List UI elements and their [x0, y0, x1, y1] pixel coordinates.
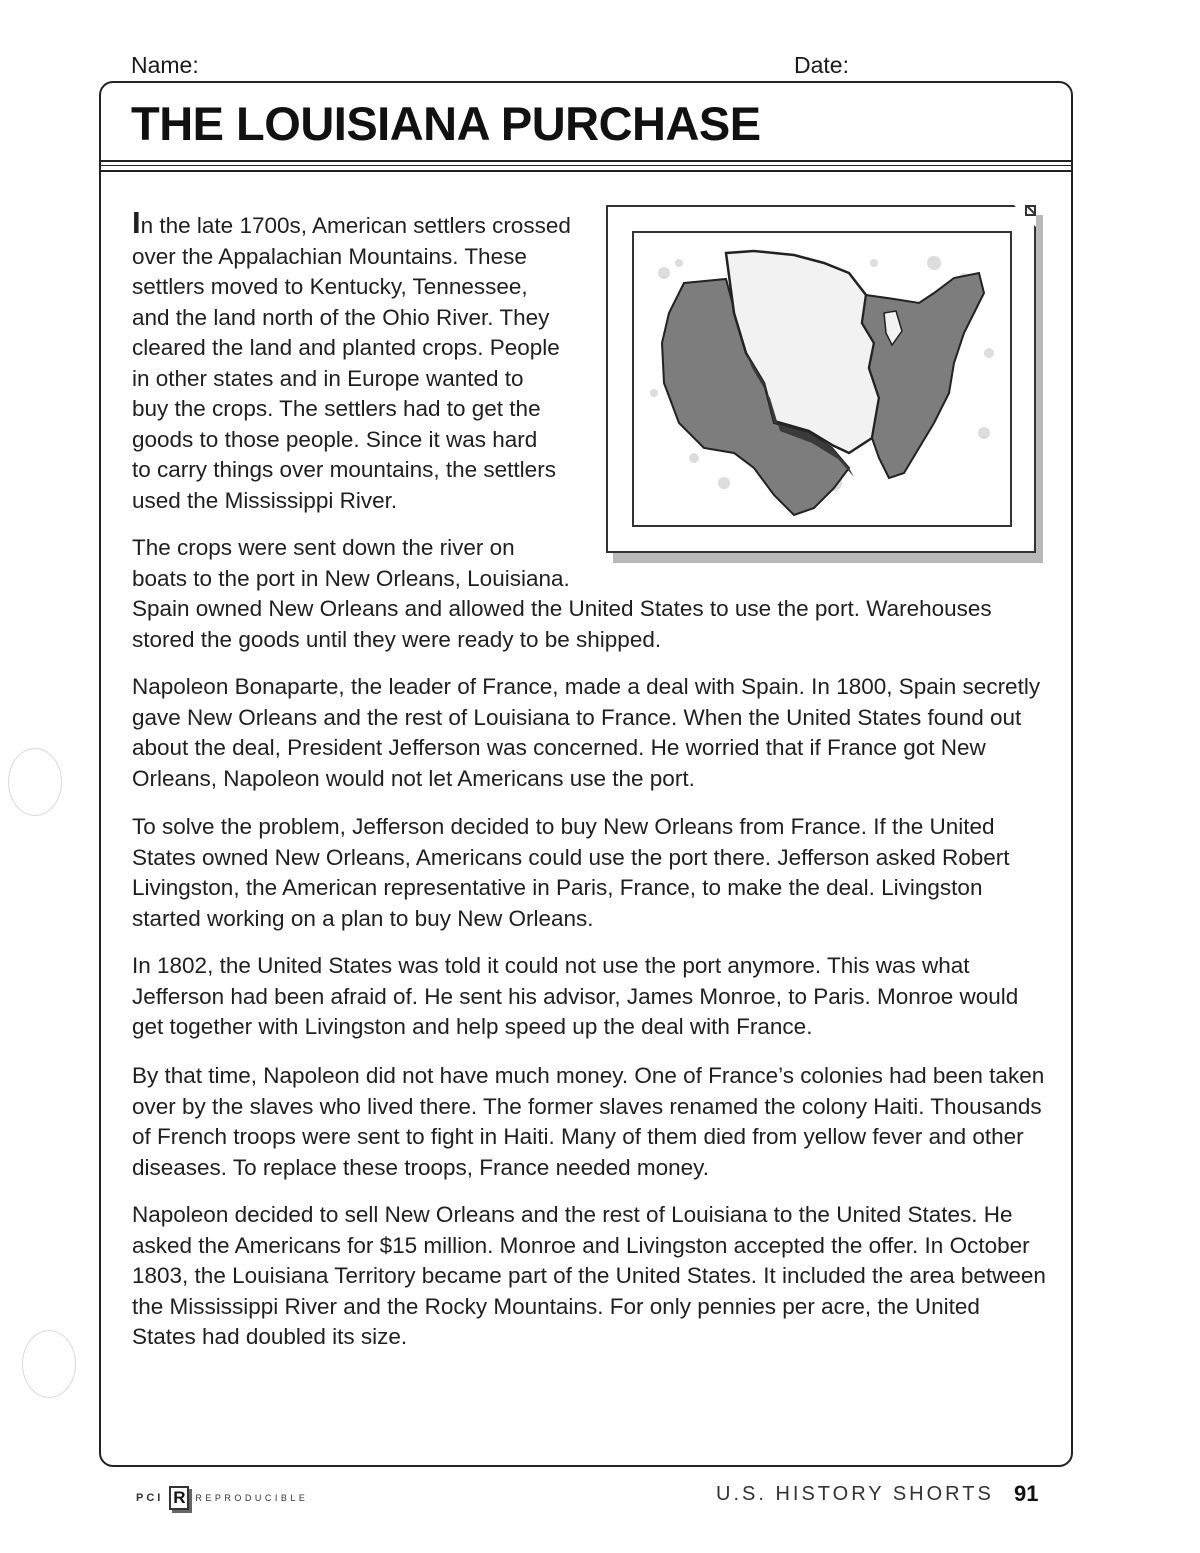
paragraph: Spain owned New Orleans and allowed the United States to use the port. Warehouses stored the goods until they were ready to be shipped.: [132, 596, 992, 652]
louisiana-purchase-map-icon: [634, 233, 1010, 525]
paragraph: Napoleon Bonaparte, the leader of France, made a deal with Spain. In 1800, Spain secretly gave New Orleans and the rest of Louisiana to France. When the United States found out about the deal, President Jefferson was concerned. He worried that if France got New Orleans, Napoleon would not let Americans use the port.: [132, 674, 1041, 791]
intro-line: buy the crops. The settlers had to get the: [132, 396, 541, 421]
map-frame: [632, 231, 1012, 527]
punch-hole: [22, 1330, 76, 1398]
page-title: THE LOUISIANA PURCHASE: [131, 97, 761, 150]
paragraph: Napoleon decided to sell New Orleans and the rest of Louisiana to the United States. He asked the Americans for $15 million. Monroe and Livingston accepted the offer. In October 1803, the Louisiana Territory became part of the United States. It included the area between the Mississippi River and the Rocky Mountains. For only pennies per acre, the United States had doubled its size.: [132, 1202, 1046, 1349]
page-number: 91: [1014, 1481, 1039, 1506]
drop-cap: I: [132, 205, 141, 240]
paragraph-short-lines: [132, 533, 592, 594]
reproducible-label: REPRODUCIBLE: [195, 1493, 309, 1503]
publisher-logo: [136, 1486, 308, 1510]
folded-corner-icon: [1014, 205, 1036, 227]
series-title: U.S. HISTORY SHORTS: [716, 1483, 994, 1505]
intro-line: n the late 1700s, American settlers crossed: [140, 213, 571, 238]
intro-line: over the Appalachian Mountains. These: [132, 243, 527, 269]
paragraph: In 1802, the United States was told it could not use the port anymore. This was what Jefferson had been afraid of. He sent his advisor, James Monroe, to Paris. Monroe would get together with Livingston and help speed up the deal with France.: [132, 953, 1019, 1039]
intro-line: settlers moved to Kentucky, Tennessee,: [132, 274, 528, 299]
paragraph-line: The crops were sent down the river on: [132, 535, 515, 560]
intro-line: used the Mississippi River.: [132, 487, 398, 513]
paragraph: To solve the problem, Jefferson decided to buy New Orleans from France. If the United States owned New Orleans, Americans could use the port there. Jefferson asked Robert Livingston, the American representative in Paris, France, to make the deal. Livingston started working on a plan to buy New Orleans.: [132, 814, 1010, 931]
date-label: Date:: [794, 52, 849, 78]
publisher-name: PCI: [136, 1492, 164, 1504]
reproducible-logo-icon: R: [169, 1486, 189, 1510]
punch-hole: [8, 748, 62, 816]
intro-line: in other states and in Europe wanted to: [132, 365, 524, 391]
intro-line: and the land north of the Ohio River. They: [132, 304, 550, 330]
intro-paragraph: [132, 205, 582, 516]
intro-line: to carry things over mountains, the settlers: [132, 457, 556, 482]
title-rule: [99, 165, 1073, 166]
title-rule: [99, 160, 1073, 162]
map-figure: [606, 205, 1036, 553]
name-label: Name:: [131, 52, 199, 78]
title-rule: [99, 170, 1073, 172]
paragraph-line: boats to the port in New Orleans, Louisiana.: [132, 565, 570, 591]
intro-line: cleared the land and planted crops. People: [132, 335, 560, 360]
paragraph: By that time, Napoleon did not have much money. One of France’s colonies had been taken over by the slaves who lived there. The former slaves renamed the colony Haiti. Thousands of French troops were sent to fight in Haiti. Many of them died from yellow fever and other diseases. To replace these troops, France needed money.: [132, 1063, 1045, 1180]
intro-line: goods to those people. Since it was hard: [132, 426, 538, 452]
